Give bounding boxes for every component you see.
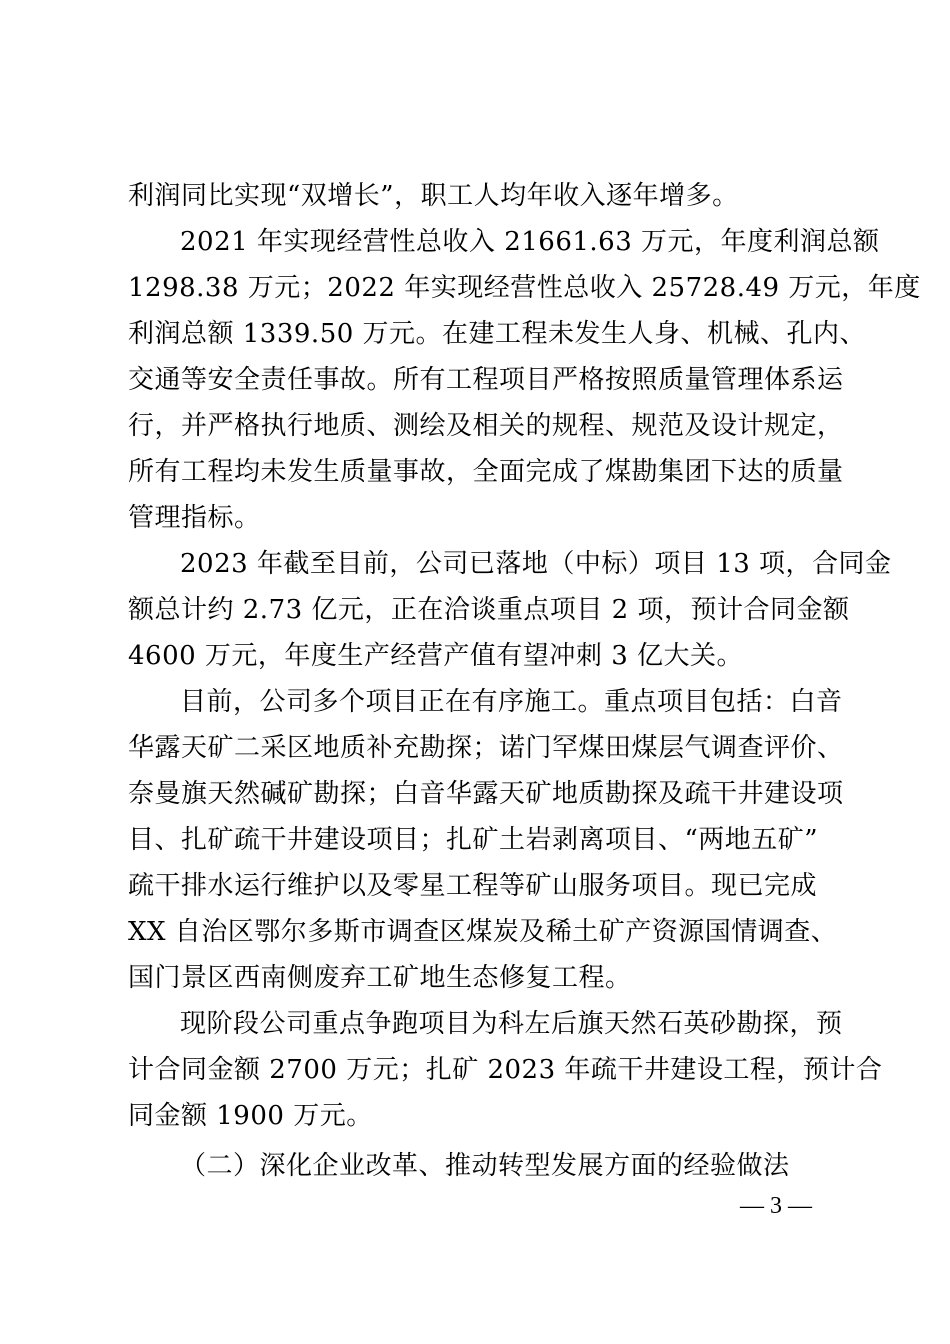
- text-line: 4600 万元，年度生产经营产值有望冲刺 3 亿大关。: [128, 641, 744, 671]
- text-line: 奈曼旗天然碱矿勘探；白音华露天矿地质勘探及疏干井建设项: [128, 779, 844, 809]
- text-line: 所有工程均未发生质量事故，全面完成了煤勘集团下达的质量: [128, 457, 844, 487]
- text-line: 利润同比实现“双增长”，职工人均年收入逐年增多。: [128, 181, 739, 211]
- text-line: 目、扎矿疏干井建设项目；扎矿土岩剥离项目、“两地五矿”: [128, 825, 819, 855]
- text-line: 管理指标。: [128, 503, 261, 533]
- text-line: XX 自治区鄂尔多斯市调查区煤炭及稀土矿产资源国情调查、: [128, 917, 838, 947]
- text-line: 华露天矿二采区地质补充勘探；诺门罕煤田煤层气调查评价、: [128, 733, 844, 763]
- text-line: 国门景区西南侧废弃工矿地生态修复工程。: [128, 963, 632, 993]
- text-line: 同金额 1900 万元。: [128, 1101, 373, 1131]
- text-line: 现阶段公司重点争跑项目为科左后旗天然石英砂勘探，预: [180, 1009, 843, 1039]
- text-line: 1298.38 万元；2022 年实现经营性总收入 25728.49 万元，年度: [128, 273, 921, 303]
- text-line: 计合同金额 2700 万元；扎矿 2023 年疏干井建设工程，预计合: [128, 1055, 883, 1085]
- text-line: 2021 年实现经营性总收入 21661.63 万元，年度利润总额: [180, 227, 880, 257]
- page-number: — 3 —: [740, 1193, 812, 1219]
- text-line: 2023 年截至目前，公司已落地（中标）项目 13 项，合同金: [180, 549, 892, 579]
- text-line: 额总计约 2.73 亿元，正在洽谈重点项目 2 项，预计合同金额: [128, 595, 850, 625]
- text-line: 交通等安全责任事故。所有工程项目严格按照质量管理体系运: [128, 365, 844, 395]
- text-line: 利润总额 1339.50 万元。在建工程未发生人身、机械、孔内、: [128, 319, 867, 349]
- text-line: 目前，公司多个项目正在有序施工。重点项目包括：白音: [180, 687, 843, 717]
- text-line: 疏干排水运行维护以及零星工程等矿山服务项目。现已完成: [128, 871, 818, 901]
- section-heading: （二）深化企业改革、推动转型发展方面的经验做法: [180, 1151, 790, 1181]
- text-line: 行，并严格执行地质、测绘及相关的规程、规范及设计规定，: [128, 411, 844, 441]
